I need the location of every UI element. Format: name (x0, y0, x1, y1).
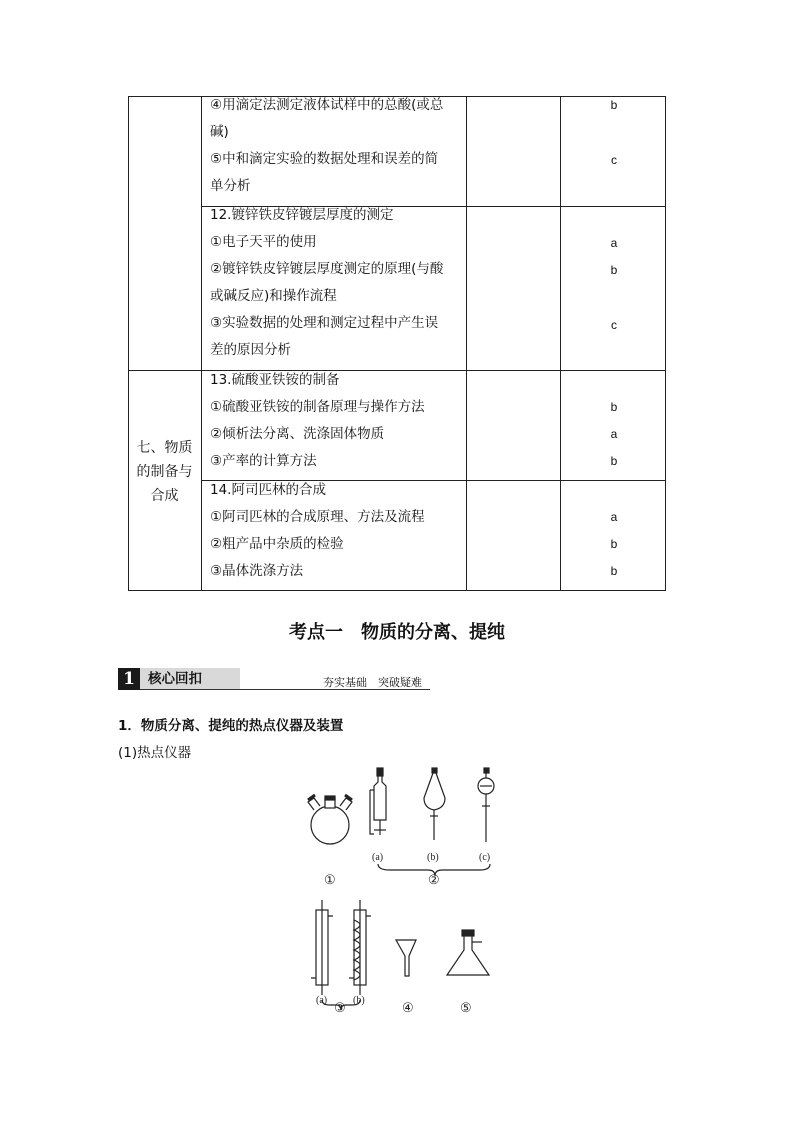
section-title: 考点一 物质的分离、提纯 (289, 622, 505, 643)
level-value: b (610, 263, 618, 277)
apparatus-label-5: ⑤ (460, 1000, 472, 1015)
separatory-funnel-icon (424, 768, 445, 840)
straight-condenser-icon (311, 900, 333, 995)
level-value: a (610, 510, 618, 524)
table-border-right (665, 96, 666, 591)
sub-label-b: (b) (427, 852, 439, 863)
sub-label-a: (a) (372, 852, 384, 863)
level-value: a (610, 427, 618, 441)
level-value: b (610, 537, 618, 551)
lab-apparatus-figure (290, 760, 520, 1020)
table-border-left (128, 96, 129, 591)
level-value: c (611, 153, 617, 167)
cylindrical-funnel-icon (370, 768, 386, 835)
table-col-divider (560, 96, 561, 591)
paragraph-heading: 1．物质分离、提纯的热点仪器及装置 (118, 718, 344, 734)
suction-flask-icon (447, 930, 489, 975)
category-label: 七、物质 的制备与 合成 (136, 440, 193, 504)
banner-title: 核心回扣 (140, 668, 240, 690)
sub-label-b: (b) (353, 995, 365, 1006)
banner-underline (140, 689, 430, 690)
apparatus-label-3: ③ (334, 1000, 346, 1015)
bulb-funnel-icon (478, 768, 494, 842)
table-cell-content: 13.硫酸亚铁铵的制备 ①硫酸亚铁铵的制备原理与操作方法 ②倾析法分离、洗涤固体物质 ③产率的计算方法 (210, 372, 425, 469)
table-col-divider (466, 96, 467, 591)
bulb-condenser-icon (349, 900, 371, 995)
table-cell-content: ④用滴定法测定液体试样中的总酸(或总 碱) ⑤中和滴定实验的数据处理和误差的简 单分析 (210, 97, 444, 194)
apparatus-label-4: ④ (402, 1000, 414, 1015)
table-cell-content: 12.镀锌铁皮锌镀层厚度的测定 ①电子天平的使用 ②镀锌铁皮锌镀层厚度测定的原理(与酸 或碱反应)和操作流程 ③实验数据的处理和测定过程中产生误 差的原因分析 (210, 207, 444, 358)
sub-label-c: (c) (479, 852, 491, 863)
level-value: b (610, 98, 618, 112)
apparatus-label-1: ① (324, 872, 336, 887)
level-value: b (610, 400, 618, 414)
level-value: b (610, 454, 618, 468)
section-banner (118, 668, 430, 692)
table-col-divider (201, 96, 202, 591)
standards-table (128, 96, 666, 591)
level-value: a (610, 236, 618, 250)
level-value: c (611, 318, 617, 332)
sub-label-a: (a) (316, 995, 328, 1006)
table-cell-content: 14.阿司匹林的合成 ①阿司匹林的合成原理、方法及流程 ②粗产品中杂质的检验 ③晶体洗涤方法 (210, 482, 425, 579)
banner-subtitle: 夯实基础 突破疑难 (323, 676, 422, 689)
three-neck-flask-icon (308, 795, 352, 844)
table-border-bottom (128, 590, 666, 591)
paragraph-subheading: (1)热点仪器 (118, 745, 192, 761)
apparatus-label-2: ② (428, 872, 440, 887)
level-value: b (610, 564, 618, 578)
funnel-icon (396, 940, 416, 976)
banner-number: 1 (118, 668, 140, 690)
